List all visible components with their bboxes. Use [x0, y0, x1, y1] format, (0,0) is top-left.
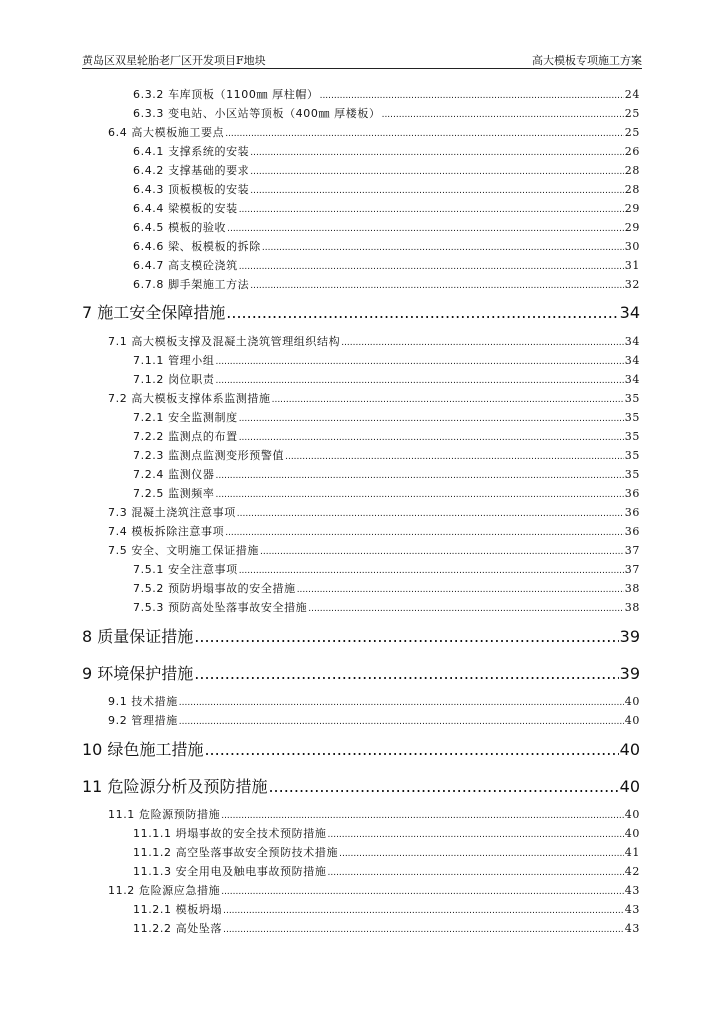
toc-entry[interactable]: [108, 390, 640, 406]
toc-entry-title: 6.4.7 高支模砼浇筑: [133, 259, 238, 272]
toc-page-number: 37: [624, 544, 640, 557]
toc-page-number: 40: [624, 695, 640, 708]
toc-entry[interactable]: [133, 105, 640, 121]
toc-page-number: 36: [624, 506, 640, 519]
toc-page-number: 38: [624, 601, 640, 614]
toc-entry[interactable]: [133, 238, 640, 254]
toc-page-number: 34: [624, 335, 640, 348]
toc-page-number: 29: [624, 202, 640, 215]
toc-entry[interactable]: [133, 466, 640, 482]
toc-dot-leader: [297, 582, 624, 595]
toc-entry-title: 6.7.8 脚手架施工方法: [133, 278, 250, 291]
toc-entry[interactable]: [133, 352, 640, 368]
toc-dot-leader: [179, 714, 624, 727]
toc-page-number: 26: [624, 145, 640, 158]
toc-dot-leader: [221, 808, 624, 821]
toc-entry-title: 7.2.4 监测仪器: [133, 468, 215, 481]
toc-page-number: 34: [624, 354, 640, 367]
toc-entry-title: 7.5.1 安全注意事项: [133, 563, 238, 576]
toc-dot-leader: [268, 777, 618, 796]
toc-entry[interactable]: [133, 162, 640, 178]
toc-dot-leader: [272, 392, 624, 405]
toc-entry-title: 7.5 安全、文明施工保证措施: [108, 544, 259, 557]
toc-dot-leader: [341, 335, 624, 348]
toc-entry-title: 7.5.2 预防坍塌事故的安全措施: [133, 582, 296, 595]
toc-page-number: 43: [624, 922, 640, 935]
toc-entry-title: 6.3.3 变电站、小区站等顶板（400㎜ 厚楼板）: [133, 107, 381, 120]
toc-entry[interactable]: [133, 143, 640, 159]
toc-dot-leader: [204, 740, 618, 759]
toc-entry[interactable]: [82, 300, 640, 323]
header-project-name: 黄岛区双星轮胎老厂区开发项目F地块: [82, 54, 266, 67]
toc-page-number: 40: [619, 740, 640, 759]
toc-dot-leader: [239, 430, 624, 443]
toc-entry-title: 7.2.1 安全监测制度: [133, 411, 238, 424]
toc-entry[interactable]: [133, 863, 640, 879]
toc-page-number: 43: [624, 903, 640, 916]
toc-dot-leader: [320, 88, 624, 101]
toc-dot-leader: [225, 126, 624, 139]
toc-entry-title: 11.1 危险源预防措施: [108, 808, 221, 821]
toc-entry-title: 11.1.2 高空坠落事故安全预防技术措施: [133, 846, 339, 859]
toc-dot-leader: [339, 846, 624, 859]
toc-entry[interactable]: [108, 523, 640, 539]
toc-entry[interactable]: [133, 599, 640, 615]
toc-page-number: 36: [624, 525, 640, 538]
toc-entry[interactable]: [82, 661, 640, 684]
toc-page-number: 42: [624, 865, 640, 878]
toc-entry[interactable]: [133, 181, 640, 197]
toc-dot-leader: [226, 303, 618, 322]
toc-entry-title: 11 危险源分析及预防措施: [82, 777, 268, 796]
toc-page-number: 39: [619, 627, 640, 646]
toc-entry-title: 7.2.5 监测频率: [133, 487, 215, 500]
toc-page-number: 40: [624, 808, 640, 821]
toc-entry-title: 6.3.2 车库顶板（1100㎜ 厚柱帽）: [133, 88, 319, 101]
toc-page-number: 25: [624, 126, 640, 139]
toc-entry[interactable]: [133, 561, 640, 577]
toc-dot-leader: [221, 884, 624, 897]
toc-dot-leader: [327, 827, 623, 840]
toc-entry[interactable]: [133, 371, 640, 387]
toc-entry[interactable]: [133, 428, 640, 444]
toc-entry-title: 6.4.4 梁模板的安装: [133, 202, 238, 215]
toc-entry-title: 7.1.2 岗位职责: [133, 373, 215, 386]
toc-entry[interactable]: [133, 219, 640, 235]
toc-entry-title: 7 施工安全保障措施: [82, 303, 226, 322]
toc-entry-title: 7.1.1 管理小组: [133, 354, 215, 367]
toc-dot-leader: [239, 259, 624, 272]
toc-entry-title: 9 环境保护措施: [82, 664, 194, 683]
toc-page-number: 40: [624, 714, 640, 727]
toc-entry[interactable]: [108, 333, 640, 349]
toc-entry-title: 7.3 混凝土浇筑注意事项: [108, 506, 236, 519]
toc-dot-leader: [227, 221, 624, 234]
toc-entry[interactable]: [133, 200, 640, 216]
toc-entry[interactable]: [82, 624, 640, 647]
toc-entry[interactable]: [108, 882, 640, 898]
toc-dot-leader: [239, 411, 624, 424]
toc-page-number: 41: [624, 846, 640, 859]
toc-page-number: 25: [624, 107, 640, 120]
toc-dot-leader: [250, 183, 624, 196]
toc-dot-leader: [285, 449, 624, 462]
toc-page-number: 30: [624, 240, 640, 253]
toc-dot-leader: [223, 922, 624, 935]
toc-dot-leader: [194, 664, 618, 683]
toc-page-number: 31: [624, 259, 640, 272]
toc-entry-title: 9.2 管理措施: [108, 714, 178, 727]
toc-dot-leader: [216, 373, 624, 386]
toc-entry[interactable]: [108, 504, 640, 520]
toc-page-number: 35: [624, 392, 640, 405]
toc-entry[interactable]: [108, 712, 640, 728]
toc-page-number: 28: [624, 164, 640, 177]
toc-entry-title: 6.4.6 梁、板模板的拆除: [133, 240, 261, 253]
toc-entry[interactable]: [133, 257, 640, 273]
toc-page-number: 35: [624, 430, 640, 443]
toc-entry[interactable]: [108, 542, 640, 558]
toc-dot-leader: [194, 627, 618, 646]
toc-entry[interactable]: [133, 447, 640, 463]
toc-dot-leader: [179, 695, 624, 708]
toc-page-number: 38: [624, 582, 640, 595]
toc-entry[interactable]: [133, 276, 640, 292]
toc-entry[interactable]: [108, 806, 640, 822]
toc-entry[interactable]: [133, 409, 640, 425]
toc-page-number: 35: [624, 411, 640, 424]
toc-entry-title: 8 质量保证措施: [82, 627, 194, 646]
toc-entry[interactable]: [133, 580, 640, 596]
toc-entry[interactable]: [82, 774, 640, 797]
toc-entry-title: 6.4.1 支撑系统的安装: [133, 145, 250, 158]
toc-dot-leader: [239, 202, 624, 215]
toc-page-number: 34: [624, 373, 640, 386]
toc-page-number: 37: [624, 563, 640, 576]
toc-entry-title: 7.5.3 预防高处坠落事故安全措施: [133, 601, 308, 614]
toc-dot-leader: [260, 544, 624, 557]
toc-entry-title: 6.4.2 支撑基础的要求: [133, 164, 250, 177]
toc-entry[interactable]: [108, 693, 640, 709]
toc-dot-leader: [262, 240, 624, 253]
toc-entry[interactable]: [133, 844, 640, 860]
toc-page-number: 34: [619, 303, 640, 322]
toc-page-number: 35: [624, 468, 640, 481]
toc-entry[interactable]: [133, 901, 640, 917]
toc-entry-title: 7.4 模板拆除注意事项: [108, 525, 225, 538]
toc-page-number: 24: [624, 88, 640, 101]
toc-dot-leader: [239, 563, 624, 576]
toc-entry-title: 7.2.3 监测点监测变形预警值: [133, 449, 285, 462]
toc-page-number: 32: [624, 278, 640, 291]
toc-page-number: 40: [619, 777, 640, 796]
toc-entry[interactable]: [82, 737, 640, 760]
toc-page-number: 29: [624, 221, 640, 234]
toc-entry[interactable]: [133, 825, 640, 841]
toc-entry-title: 11.2.1 模板坍塌: [133, 903, 223, 916]
toc-dot-leader: [223, 903, 624, 916]
toc-entry-title: 11.2.2 高处坠落: [133, 922, 223, 935]
toc-page-number: 39: [619, 664, 640, 683]
toc-dot-leader: [225, 525, 624, 538]
toc-page-number: 43: [624, 884, 640, 897]
toc-page-number: 28: [624, 183, 640, 196]
toc-entry-title: 7.2.2 监测点的布置: [133, 430, 238, 443]
toc-entry-title: 6.4 高大模板施工要点: [108, 126, 225, 139]
toc-entry-title: 9.1 技术措施: [108, 695, 178, 708]
toc-dot-leader: [216, 468, 624, 481]
toc-dot-leader: [327, 865, 623, 878]
toc-dot-leader: [250, 278, 624, 291]
toc-entry-title: 7.2 高大模板支撑体系监测措施: [108, 392, 271, 405]
toc-dot-leader: [237, 506, 624, 519]
toc-entry-title: 6.4.5 模板的验收: [133, 221, 227, 234]
toc-dot-leader: [250, 164, 624, 177]
toc-entry[interactable]: [133, 485, 640, 501]
toc-entry-title: 6.4.3 顶板模板的安装: [133, 183, 250, 196]
toc-page-number: 36: [624, 487, 640, 500]
toc-entry-title: 11.1.3 安全用电及触电事故预防措施: [133, 865, 327, 878]
toc-page-number: 40: [624, 827, 640, 840]
toc-entry[interactable]: [108, 124, 640, 140]
toc-dot-leader: [216, 487, 624, 500]
toc-dot-leader: [308, 601, 624, 614]
toc-entry-title: 10 绿色施工措施: [82, 740, 204, 759]
toc-dot-leader: [382, 107, 624, 120]
toc-page-number: 35: [624, 449, 640, 462]
toc-entry[interactable]: [133, 920, 640, 936]
toc-entry[interactable]: [133, 86, 640, 102]
toc-entry-title: 11.1.1 坍塌事故的安全技术预防措施: [133, 827, 327, 840]
header-document-title: 高大模板专项施工方案: [532, 54, 642, 67]
toc-dot-leader: [250, 145, 624, 158]
toc-dot-leader: [216, 354, 624, 367]
toc-entry-title: 11.2 危险源应急措施: [108, 884, 221, 897]
toc-entry-title: 7.1 高大模板支撑及混凝土浇筑管理组织结构: [108, 335, 341, 348]
